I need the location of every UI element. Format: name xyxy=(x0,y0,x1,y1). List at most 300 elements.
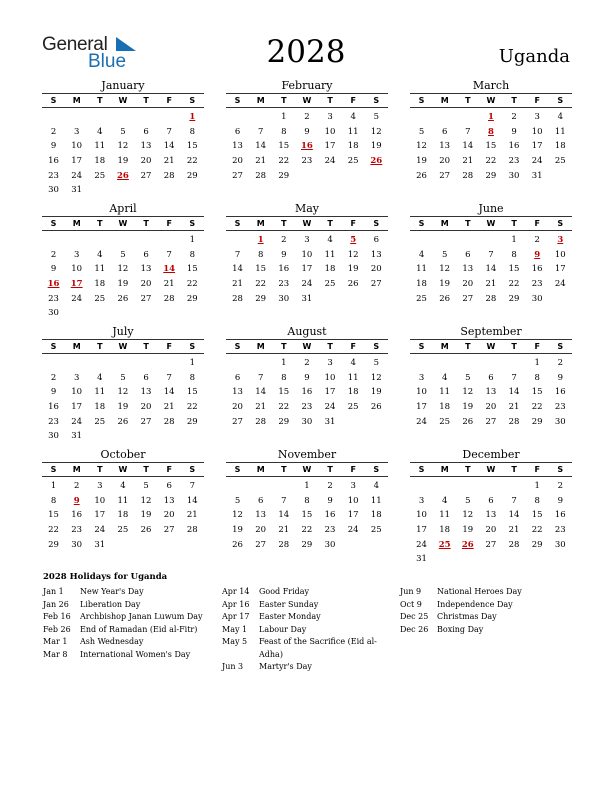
empty-day-cell xyxy=(433,479,456,494)
day-cell: 19 xyxy=(232,525,243,536)
holiday-name: Labour Day xyxy=(259,624,307,634)
weekday-label: T xyxy=(143,219,149,228)
day-cell: 17 xyxy=(71,156,83,167)
holiday-name: Archbishop Janan Luwum Day xyxy=(80,612,203,621)
day-cell: 11 xyxy=(347,126,359,137)
empty-day-cell xyxy=(42,110,65,125)
day-cell: 26 xyxy=(462,416,474,427)
empty-day-cell xyxy=(479,233,502,248)
day-cell: 13 xyxy=(140,387,152,398)
weekday-header xyxy=(410,462,572,477)
day-cell: 10 xyxy=(347,495,359,506)
day-cell: 24 xyxy=(347,525,359,536)
day-cell: 30 xyxy=(324,539,336,550)
day-cell: 14 xyxy=(163,387,175,398)
day-cell: 8 xyxy=(281,372,287,383)
holiday-entry xyxy=(43,649,220,662)
day-cell: 24 xyxy=(324,156,336,167)
day-cell: 30 xyxy=(278,293,290,304)
day-cell: 6 xyxy=(166,481,172,491)
holiday-day-cell: 26 xyxy=(370,156,383,167)
weekday-label: T xyxy=(465,96,471,105)
day-cell: 15 xyxy=(48,510,59,521)
day-cell: 19 xyxy=(117,156,129,167)
day-cell: 27 xyxy=(439,170,451,181)
day-cell: 19 xyxy=(416,156,427,167)
day-cell: 25 xyxy=(94,170,106,181)
weekday-label: W xyxy=(302,465,312,474)
weekday-label: F xyxy=(350,465,356,474)
day-cell: 16 xyxy=(324,510,336,521)
weekday-label: T xyxy=(97,219,103,228)
day-cell: 21 xyxy=(485,279,497,290)
day-cell: 28 xyxy=(462,170,474,181)
day-cell: 21 xyxy=(508,525,520,536)
holiday-name: National Heroes Day xyxy=(437,587,522,596)
holiday-name: Liberation Day xyxy=(80,599,141,609)
day-cell: 14 xyxy=(485,264,497,275)
weekday-label: T xyxy=(281,219,287,228)
day-cell: 2 xyxy=(557,481,564,491)
weekday-label: M xyxy=(440,219,449,228)
month-december xyxy=(410,448,572,567)
day-cell: 13 xyxy=(439,141,451,152)
day-cell: 13 xyxy=(255,510,267,521)
day-cell: 31 xyxy=(531,170,543,181)
empty-day-cell xyxy=(456,356,479,371)
day-cell: 22 xyxy=(485,156,497,167)
holiday-day-cell: 16 xyxy=(47,279,60,290)
empty-day-cell xyxy=(65,110,88,125)
day-cell: 21 xyxy=(186,510,198,521)
day-cell: 7 xyxy=(234,249,241,260)
day-cell: 7 xyxy=(465,126,471,137)
weekday-label: T xyxy=(511,219,517,228)
day-cell: 5 xyxy=(373,358,380,368)
holiday-name: Boxing Day xyxy=(437,624,484,634)
day-cell: 6 xyxy=(488,372,494,383)
day-cell: 12 xyxy=(462,387,474,398)
day-cell: 22 xyxy=(531,525,543,536)
day-cell: 4 xyxy=(557,112,564,122)
day-cell: 10 xyxy=(94,495,106,506)
month-title: August xyxy=(287,325,327,338)
day-cell: 14 xyxy=(278,510,290,521)
day-cell: 24 xyxy=(71,293,83,304)
empty-day-cell xyxy=(226,110,249,125)
day-cell: 28 xyxy=(163,416,175,427)
day-cell: 3 xyxy=(327,112,333,122)
day-cell: 17 xyxy=(416,525,427,536)
empty-day-cell xyxy=(158,356,181,371)
day-cell: 20 xyxy=(485,402,497,413)
day-cell: 19 xyxy=(462,402,474,413)
day-cell: 6 xyxy=(143,249,149,260)
day-cell: 27 xyxy=(140,293,152,304)
day-cell: 11 xyxy=(439,510,451,521)
empty-day-cell xyxy=(433,233,456,248)
weekday-label: S xyxy=(418,342,425,351)
weekday-header xyxy=(226,93,388,108)
weekday-label: W xyxy=(118,342,128,351)
empty-day-cell xyxy=(456,479,479,494)
day-cell: 16 xyxy=(278,264,290,275)
day-cell: 5 xyxy=(120,249,126,260)
day-cell: 23 xyxy=(531,279,543,290)
day-cell: 27 xyxy=(232,416,243,427)
weekday-label: S xyxy=(418,465,425,474)
weekday-header xyxy=(410,93,572,108)
day-cell: 26 xyxy=(140,525,152,536)
day-cell: 1 xyxy=(189,235,196,245)
holiday-date: Mar 8 xyxy=(43,649,68,659)
month-title: October xyxy=(100,448,146,461)
day-cell: 22 xyxy=(186,156,198,167)
day-cell: 18 xyxy=(347,387,359,398)
day-cell: 4 xyxy=(373,481,380,491)
empty-day-cell xyxy=(272,479,295,494)
day-cell: 17 xyxy=(71,402,83,413)
holiday-date: Apr 14 xyxy=(222,587,250,596)
month-title: December xyxy=(462,448,520,461)
empty-day-cell xyxy=(111,233,134,248)
day-cell: 10 xyxy=(71,141,83,152)
month-title: February xyxy=(281,79,333,92)
weekday-label: W xyxy=(302,96,312,105)
day-cell: 5 xyxy=(465,372,471,383)
day-cell: 16 xyxy=(48,402,59,413)
weekday-header xyxy=(410,339,572,354)
day-grid xyxy=(42,356,204,444)
day-cell: 25 xyxy=(347,156,359,167)
day-cell: 18 xyxy=(324,264,336,275)
day-cell: 31 xyxy=(71,185,83,196)
day-cell: 11 xyxy=(439,387,451,398)
day-cell: 16 xyxy=(531,264,543,275)
day-cell: 11 xyxy=(554,126,566,137)
day-cell: 16 xyxy=(301,387,313,398)
weekday-label: M xyxy=(72,465,81,474)
day-cell: 28 xyxy=(508,539,520,550)
weekday-label: T xyxy=(511,96,517,105)
day-cell: 26 xyxy=(439,293,451,304)
holiday-name: Good Friday xyxy=(259,587,310,596)
month-october xyxy=(42,448,204,552)
weekday-header xyxy=(42,339,204,354)
day-cell: 5 xyxy=(234,495,241,506)
day-grid xyxy=(410,233,572,306)
weekday-label: S xyxy=(50,96,57,105)
day-cell: 29 xyxy=(186,293,198,304)
holiday-entry xyxy=(43,599,220,612)
day-cell: 11 xyxy=(416,264,427,275)
day-cell: 28 xyxy=(232,293,243,304)
empty-day-cell xyxy=(410,110,433,125)
weekday-label: T xyxy=(281,465,287,474)
weekday-label: S xyxy=(373,465,380,474)
day-cell: 17 xyxy=(347,510,359,521)
calendar-year: 2028 xyxy=(266,34,346,70)
day-cell: 6 xyxy=(488,495,494,506)
day-cell: 1 xyxy=(511,235,517,245)
day-cell: 16 xyxy=(508,141,520,152)
day-cell: 9 xyxy=(50,141,57,152)
weekday-label: S xyxy=(557,96,564,105)
empty-day-cell xyxy=(111,356,134,371)
day-cell: 18 xyxy=(370,510,382,521)
day-cell: 30 xyxy=(554,539,566,550)
weekday-label: S xyxy=(418,96,425,105)
day-cell: 22 xyxy=(186,402,198,413)
empty-day-cell xyxy=(456,110,479,125)
holiday-entry xyxy=(43,586,220,599)
day-cell: 15 xyxy=(531,510,543,521)
weekday-label: S xyxy=(189,342,196,351)
day-cell: 30 xyxy=(48,308,59,319)
weekday-label: T xyxy=(281,96,287,105)
weekday-label: F xyxy=(534,219,540,228)
day-cell: 12 xyxy=(117,141,129,152)
day-cell: 13 xyxy=(370,249,382,260)
day-cell: 23 xyxy=(301,402,313,413)
day-cell: 19 xyxy=(117,402,129,413)
day-cell: 9 xyxy=(557,495,564,506)
day-cell: 23 xyxy=(71,525,83,536)
month-title: November xyxy=(277,448,337,461)
day-cell: 24 xyxy=(416,539,427,550)
day-cell: 30 xyxy=(48,431,59,442)
holidays-title: 2028 Holidays for Uganda xyxy=(43,572,168,582)
day-cell: 5 xyxy=(465,495,471,506)
day-cell: 11 xyxy=(370,495,382,506)
empty-day-cell xyxy=(65,233,88,248)
day-cell: 28 xyxy=(508,416,520,427)
day-cell: 29 xyxy=(255,293,267,304)
weekday-label: W xyxy=(118,219,128,228)
day-cell: 13 xyxy=(163,495,175,506)
weekday-label: T xyxy=(143,465,149,474)
day-cell: 17 xyxy=(324,387,336,398)
day-cell: 25 xyxy=(554,156,566,167)
weekday-label: T xyxy=(281,342,287,351)
holiday-entry xyxy=(400,599,577,612)
month-title: March xyxy=(472,79,510,92)
day-cell: 10 xyxy=(71,264,83,275)
weekday-label: S xyxy=(189,219,196,228)
day-cell: 2 xyxy=(304,112,310,122)
day-cell: 9 xyxy=(511,126,517,137)
empty-day-cell xyxy=(88,356,111,371)
day-cell: 18 xyxy=(94,402,106,413)
day-cell: 4 xyxy=(350,112,356,122)
day-cell: 18 xyxy=(439,402,451,413)
day-cell: 19 xyxy=(439,279,451,290)
weekday-label: W xyxy=(486,219,496,228)
empty-day-cell xyxy=(410,233,433,248)
day-cell: 31 xyxy=(324,416,336,427)
holiday-day-cell: 17 xyxy=(70,279,83,290)
holiday-entry xyxy=(222,586,399,599)
day-cell: 29 xyxy=(278,170,290,181)
day-cell: 29 xyxy=(508,293,520,304)
month-september xyxy=(410,325,572,429)
weekday-header xyxy=(226,462,388,477)
weekday-label: T xyxy=(143,96,149,105)
day-cell: 9 xyxy=(50,264,57,275)
day-cell: 9 xyxy=(50,387,57,398)
day-cell: 27 xyxy=(485,416,497,427)
day-cell: 16 xyxy=(71,510,83,521)
day-cell: 2 xyxy=(511,112,517,122)
day-cell: 21 xyxy=(163,279,175,290)
day-cell: 21 xyxy=(255,402,267,413)
weekday-label: M xyxy=(256,219,265,228)
day-cell: 15 xyxy=(485,141,497,152)
day-cell: 25 xyxy=(94,416,106,427)
weekday-label: S xyxy=(50,219,57,228)
holiday-column xyxy=(400,586,577,636)
month-july xyxy=(42,325,204,444)
empty-day-cell xyxy=(111,110,134,125)
day-cell: 7 xyxy=(488,249,494,260)
day-cell: 25 xyxy=(117,525,129,536)
day-cell: 23 xyxy=(301,156,313,167)
weekday-header xyxy=(410,216,572,231)
holiday-entry xyxy=(400,611,577,624)
day-cell: 12 xyxy=(117,387,129,398)
day-cell: 22 xyxy=(48,525,59,536)
day-cell: 24 xyxy=(531,156,543,167)
brand-word-blue: Blue xyxy=(88,51,127,72)
day-cell: 1 xyxy=(534,358,540,368)
holiday-day-cell: 14 xyxy=(163,264,176,275)
day-cell: 6 xyxy=(465,249,471,260)
day-cell: 20 xyxy=(462,279,474,290)
day-cell: 25 xyxy=(370,525,382,536)
weekday-label: S xyxy=(557,465,564,474)
day-cell: 10 xyxy=(324,372,336,383)
brand-word-general: General xyxy=(42,34,108,55)
day-cell: 28 xyxy=(255,170,267,181)
day-cell: 2 xyxy=(304,358,310,368)
day-cell: 8 xyxy=(189,249,196,260)
day-cell: 6 xyxy=(143,126,149,137)
day-cell: 18 xyxy=(94,156,106,167)
day-cell: 21 xyxy=(462,156,474,167)
day-cell: 3 xyxy=(73,372,80,383)
empty-day-cell xyxy=(135,356,158,371)
day-cell: 11 xyxy=(94,141,106,152)
holiday-name: Easter Monday xyxy=(259,612,321,621)
holiday-column xyxy=(222,586,399,674)
day-cell: 24 xyxy=(71,170,83,181)
holiday-date: Feb 16 xyxy=(43,612,71,621)
day-cell: 3 xyxy=(327,358,333,368)
holiday-day-cell: 26 xyxy=(461,539,474,550)
day-cell: 15 xyxy=(278,387,290,398)
holiday-name: Independence Day xyxy=(437,599,513,609)
day-cell: 18 xyxy=(94,279,106,290)
month-august xyxy=(226,325,388,429)
day-cell: 2 xyxy=(50,126,57,137)
empty-day-cell xyxy=(42,233,65,248)
day-cell: 12 xyxy=(416,141,427,152)
weekday-label: F xyxy=(350,96,356,105)
weekday-label: T xyxy=(327,342,333,351)
day-cell: 24 xyxy=(324,402,336,413)
day-cell: 3 xyxy=(304,235,310,245)
holiday-date: Jan 1 xyxy=(43,587,64,596)
day-cell: 20 xyxy=(232,402,243,413)
day-cell: 7 xyxy=(166,372,172,383)
weekday-label: W xyxy=(486,342,496,351)
holiday-day-cell: 26 xyxy=(117,170,129,181)
weekday-label: F xyxy=(534,96,540,105)
weekday-header xyxy=(42,216,204,231)
day-grid xyxy=(42,233,204,321)
day-cell: 20 xyxy=(140,156,152,167)
day-grid xyxy=(226,110,388,183)
day-cell: 10 xyxy=(416,387,427,398)
day-cell: 20 xyxy=(485,525,497,536)
empty-day-cell xyxy=(158,110,181,125)
day-cell: 31 xyxy=(94,539,106,550)
empty-day-cell xyxy=(65,356,88,371)
weekday-label: M xyxy=(256,465,265,474)
day-cell: 2 xyxy=(327,481,333,491)
day-cell: 7 xyxy=(511,372,517,383)
day-cell: 14 xyxy=(255,387,267,398)
day-cell: 12 xyxy=(232,510,243,521)
day-cell: 23 xyxy=(48,170,59,181)
empty-day-cell xyxy=(226,356,249,371)
country-name: Uganda xyxy=(498,46,570,67)
empty-day-cell xyxy=(433,110,456,125)
day-cell: 5 xyxy=(120,126,126,137)
weekday-label: T xyxy=(327,465,333,474)
day-cell: 31 xyxy=(301,293,313,304)
weekday-label: F xyxy=(166,219,172,228)
day-cell: 20 xyxy=(255,525,267,536)
day-cell: 23 xyxy=(324,525,336,536)
day-cell: 6 xyxy=(143,372,149,383)
day-cell: 27 xyxy=(232,170,243,181)
weekday-label: M xyxy=(72,342,81,351)
weekday-label: F xyxy=(166,342,172,351)
day-cell: 23 xyxy=(278,279,290,290)
day-cell: 21 xyxy=(278,525,290,536)
day-cell: 23 xyxy=(554,525,566,536)
day-cell: 31 xyxy=(71,431,83,442)
day-cell: 9 xyxy=(327,495,333,506)
month-title: January xyxy=(101,79,145,92)
weekday-label: W xyxy=(118,465,128,474)
day-cell: 2 xyxy=(281,235,287,245)
day-cell: 14 xyxy=(508,510,520,521)
day-cell: 20 xyxy=(163,510,175,521)
weekday-label: T xyxy=(97,465,103,474)
weekday-label: T xyxy=(327,219,333,228)
empty-day-cell xyxy=(503,356,526,371)
weekday-label: M xyxy=(440,96,449,105)
holiday-entry xyxy=(400,624,577,637)
day-cell: 22 xyxy=(186,279,198,290)
empty-day-cell xyxy=(433,356,456,371)
day-cell: 7 xyxy=(166,126,172,137)
weekday-header xyxy=(42,462,204,477)
weekday-label: F xyxy=(534,465,540,474)
day-cell: 3 xyxy=(418,372,425,383)
